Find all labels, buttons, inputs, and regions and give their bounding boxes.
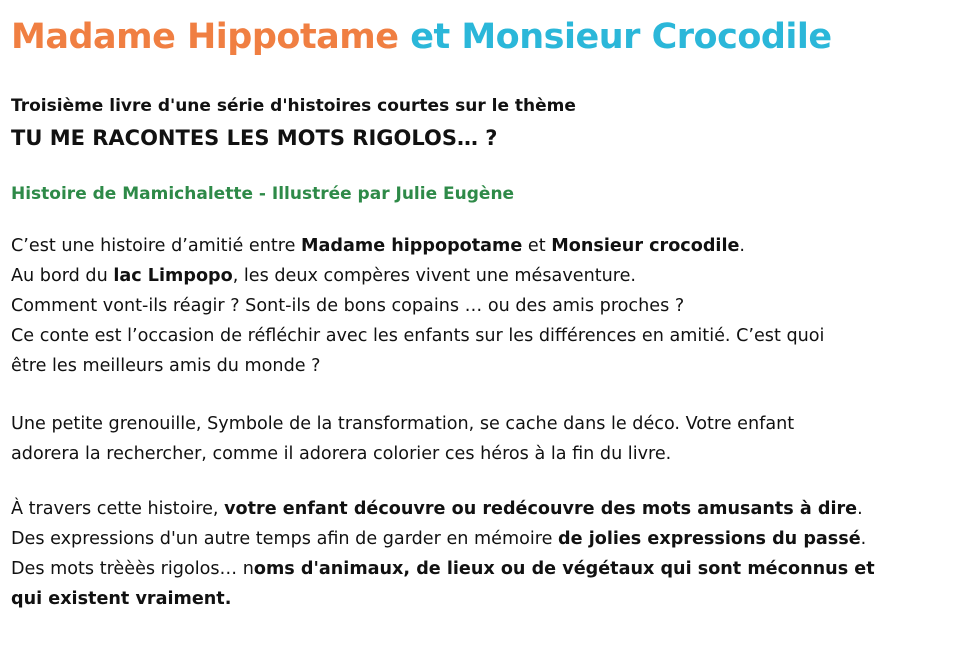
book-title [11,14,832,60]
paragraph-line: Des expressions d'un autre temps afin de garder en mémoire de jolies expressions du passé. [11,529,867,549]
credits-line: Histoire de Mamichalette - Illustrée par Julie Eugène [11,184,515,204]
title-part-madame: Madame Hippotame [11,17,399,57]
paragraph-line: Des mots trèèès rigolos… noms d'animaux, de lieux ou de végétaux qui sont méconnus et [11,559,875,579]
paragraph-line: À travers cette histoire, votre enfant découvre ou redécouvre des mots amusants à dire. [11,499,863,519]
paragraph-intro [11,231,824,381]
series-line: Troisième livre d'une série d'histoires courtes sur le thème [11,96,576,116]
paragraph-line: Une petite grenouille, Symbole de la transformation, se cache dans le déco. Votre enfant [11,414,795,434]
paragraph-line: qui existent vraiment. [11,589,232,609]
paragraph-line: Au bord du lac Limpopo, les deux compères vivent une mésaventure. [11,266,637,286]
paragraph-frog [11,409,794,469]
theme-line: TU ME RACONTES LES MOTS RIGOLOS… ? [11,126,498,150]
paragraph-line: C’est une histoire d’amitié entre Madame hippopotame et Monsieur crocodile. [11,236,746,256]
paragraph-words [11,494,875,614]
title-part-monsieur: et Monsieur Crocodile [410,17,832,57]
paragraph-line: Comment vont-ils réagir ? Sont-ils de bons copains … ou des amis proches ? [11,296,685,316]
paragraph-line: Ce conte est l’occasion de réfléchir avec les enfants sur les différences en amitié. C’est quoi [11,326,825,346]
paragraph-line: adorera la rechercher, comme il adorera colorier ces héros à la fin du livre. [11,444,672,464]
paragraph-line: être les meilleurs amis du monde ? [11,356,321,376]
